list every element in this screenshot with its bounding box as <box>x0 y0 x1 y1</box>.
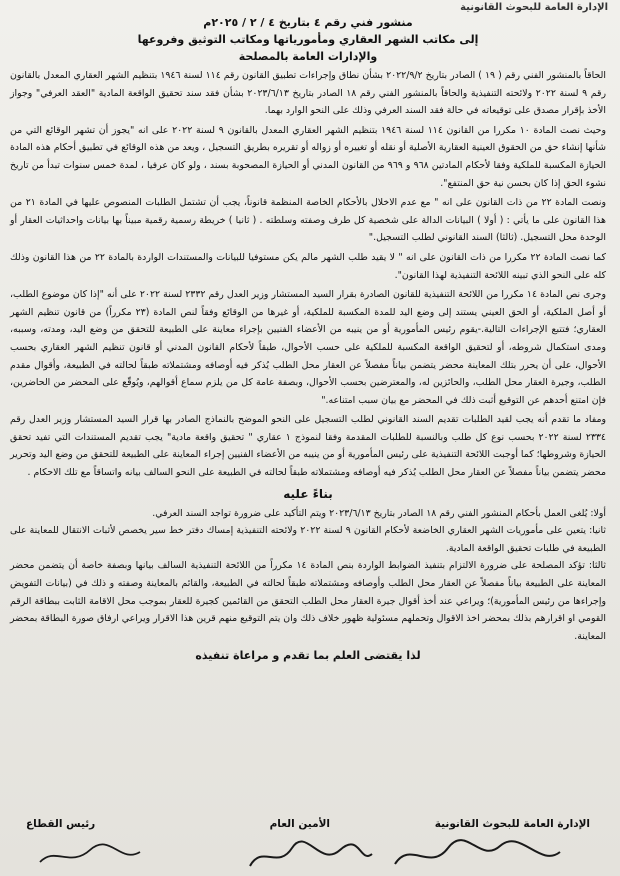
decision-item: أولا: يُلغى العمل بأحكام المنشور الفني رقم ١٨ الصادر بتاريخ ٢٠٢٣/٦/١٣ ويتم التأكيد على ضرورة تواجد السند العرفي. <box>152 507 606 519</box>
decision-item: ثالثا: تؤكد المصلحة على ضرورة الالتزام بتنفيذ الضوابط الواردة بنص المادة ١٤ مكرراً من اللائحة التنفيذية السالف بيانها وبصفة خاصة أن يتضمن محضر المعاينة على الطبيعة بياناً مفصلاً عن العقار محل الطلب وأوصافه ومشتملاته طبقاً لحالته في الطبيعة، والقائم بالمعاينة وصفته و ذلك في (بيانات التفويض وإجراءها من رئيس المأمورية)؛ ويراعي عند أخذ أقوال جيرة العقار محل الطلب التحقق من القائمين كجيرة للعقار بموجب محل الاقامة الثابت ببطاقة الرقم القومي او اقرارهم بذلك بمحضر اخذ الاقوال وتحملهم مسئولية ظهور خلاف ذلك وان يتم التوقيع منهم قرين هذا الاقرار ويراعي ارفاق صورة البطاقة بمحضر المعاينة. <box>10 560 606 642</box>
body-paragraph: ومفاد ما تقدم أنه يجب لقيد الطلبات تقديم السند القانوني لطلب التسجيل على النحو الموضح بالنماذج الصادر بها قرار السيد المستشار وزير العدل رقم ٢٣٣٤ لسنة ٢٠٢٢ بحسب نوع كل طلب وبالنسبة للطلبات المقدمة وفقا لنموذج ١ عقاري " تحقيق واقعة مادية" يجب تقديم المستندات التي تفيد تحقق الحيازة وشروطها؛ كما أوجبت اللائحة التنفيذية على رئيس المأمورية أو من ينيبه من الأعضاء الفنيين إجراء المعاينة على الطبيعة للتحقق من وضع اليد وتحرير محضر يتضمن بياناً مفصلاً عن العقار محل الطلب يُذكر فيه أوصافه ومشتملاته طبقاً لحالته في الطبيعة على النحو السالف بيانه واتساقاً مع تلك الاحكام . <box>10 414 606 479</box>
signature-legal-research: الإدارة العامة للبحوث القانونية <box>434 818 590 830</box>
signature-secretary-general: الأمين العام <box>269 818 330 830</box>
body-paragraph: وحيث نصت المادة ١٠ مكررا من القانون ١١٤ لسنة ١٩٤٦ بتنظيم الشهر العقاري المعدل بالقانون ٩ لسنة ٢٠٢٢ على انه "يجوز أن تشهر الوقائع التي من شأنها إنشاء حق من الحقوق العينية العقارية الأصلية أو نقله أو تغييره أو زواله أو تقريره بطريق التسجيل ، ويعد من هذه الوقائع في تطبيق أحكام هذه المادة الحيازة المكسبة للملكية وفقا لأحكام المادتين ٩٦٨ و ٩٦٩ من القانون المدني أو الحيازة المصحوبة بسند ، ولو كان عرفيا ، لمدة خمس سنوات تبدأ من تاريخ نشوء الحق إذا كان بحسن نية حق المنتفع". <box>10 124 606 189</box>
decision-item: ثانيا: يتعين على مأموريات الشهر العقاري الخاضعة لأحكام القانون ٩ لسنة ٢٠٢٢ ولائحته التنفيذية إمساك دفتر خط سير يخصص لأثبات الانتقال للمعاينة على الطبيعة في طلبات تحقيق الواقعة المادية. <box>10 525 606 554</box>
document-body <box>10 67 606 482</box>
decision-title: بناءً عليه <box>283 486 333 501</box>
handwritten-signatures <box>0 834 620 876</box>
signature-sector-head: رئيس القطاع <box>26 818 96 830</box>
body-paragraph: كما نصت المادة ٢٢ مكررا من ذات القانون على انه " لا يقيد طلب الشهر مالم يكن مستوفيا للبيانات والمستندات الواردة بالمادة ٢٢ من هذا القانون وذلك كله على النحو الذي تبينه اللائحة التنفيذية لهذا القانون". <box>10 251 606 281</box>
addressee-line-2: والإدارات العامة بالمصلحة <box>238 50 378 63</box>
body-paragraph: الحاقاً بالمنشور الفني رقم ( ١٩ ) الصادر بتاريخ ٢٠٢٢/٩/٢ بشأن نطاق وإجراءات تطبيق القانون رقم ١١٤ لسنة ١٩٤٦ بتنظيم الشهر العقاري المعدل بالقانون رقم ٩ لسنة ٢٠٢٢ ولائحته التنفيذية والحاقاً بالمنشور الفني رقم ١٨ الصادر بتاريخ ٢٠٢٣/٦/١٣ بشأن فقد سند تحقيق الواقعة المادية "العقد العرفي" وجواز الأخذ بإقرار مصدق على توقيعاته في حالة فقد السند العرفي وذلك على النحو الوارد بهما. <box>10 70 607 117</box>
closing-line: لذا يقتضى العلم بما تقدم و مراعاة تنفيذه <box>195 649 421 663</box>
decisions-list <box>10 505 606 646</box>
addressee-line: إلى مكاتب الشهر العقاري ومأمورياتها ومكاتب التوثيق وفروعها <box>137 33 479 46</box>
body-paragraph: ونصت المادة ٢٢ من ذات القانون على انه " مع عدم الاخلال بالأحكام الخاصة المنظمة قانوناً، يجب أن تشتمل الطلبات المنصوص عليها في المادة ٢١ من هذا القانون على ما يأتي : ( أولا ) البيانات الدالة على شخصية كل طرف وصفته وسلطته . ( ثانيا ) خريطة رسمية رقمية مبيناً بها بيانات واحداثيات العقار أو الوحدة محل التسجيل. (ثالثا) السند القانوني لطلب التسجيل." <box>10 197 606 244</box>
circular-number: منشور فني رقم ٤ بتاريخ ٤ / ٢ / ٢٠٢٥م <box>203 16 413 29</box>
document-header <box>10 14 606 65</box>
body-paragraph: وجرى نص المادة ١٤ مكررا من اللائحة التنفيذية للقانون الصادرة بقرار السيد المستشار وزير العدل رقم ٢٣٣٢ لسنة ٢٠٢٢ على أنه "إذا كان موضوع الطلب، أو أصل الملكية، أو الحق العيني يستند إلى وضع اليد للمدة المكسبة للملكية، أو غيرها من الوقائع وفقاً لنص المادة (٢٣ مكرراً) من قانون تنظيم الشهر العقاري؛ فتتبع الإجراءات التالية.-يقوم رئيس المأمورية أو من ينيبه من الأعضاء الفنيين بإجراء معاينة على الطبيعة للتحقق من وضع اليد، ومدته، وسببه، ومدى استكمال شروطه، أو لتحقيق الواقعة المكسبة للملكية على حسب الأحوال، طبقاً لأحكام القانون المدني أو قانون تنظيم الشهر العقاري بحسب الأحوال، على أن يحرر بتلك المعاينة محضر يتضمن بياناً مفصلاً عن العقار محل الطلب يُذكر فيه أوصافه ومشتملاته طبقاً لحالته في الطبيعة، وأقوال مقدم الطلب، وجيرة العقار محل الطلب، والحائزين له، والمعترضين بحسب الأحوال، وبصفة عامة كل من يلزم سماع أقوالهم، ويُوقّع على المحضر من الحاضرين، فإن امتنع أحدهم عن التوقيع أثبت ذلك في المحضر مع بيان سبب امتناعه." <box>10 289 606 406</box>
department-label: الإدارة العامة للبحوث القانونية <box>460 2 608 13</box>
